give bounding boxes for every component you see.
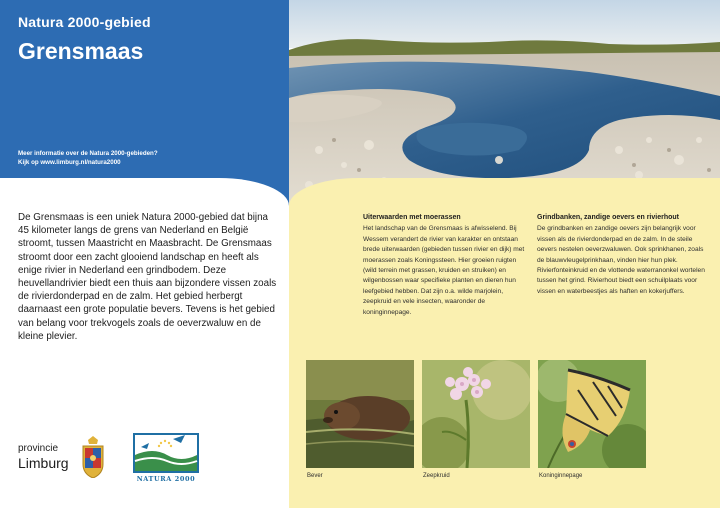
province-name: Limburg — [18, 455, 69, 471]
caption-koninginnepage: Koninginnepage — [539, 473, 583, 479]
section-uiterwaarden — [363, 213, 529, 318]
caption-zeepkruid: Zeepkruid — [423, 473, 450, 479]
section-text: De grindbanken en zandige oevers zijn belangrijk voor vissen als de rivierdonderpad en de zalm. In de steile oevers nestelen oeverzwaluwen. Ook sprinkhanen, zoals de blauwvleugelprinkhaan, vinden hier hun plek. Rivierfonteinkruid en de vlottende waterranonkel wortelen tussen het grind. Rivierhout biedt een schuilplaats voor vissen en waterbeestjes als haften en kokerjuffers. — [537, 225, 705, 295]
more-info-question: Meer informatie over de Natura 2000-gebieden? — [18, 150, 158, 157]
intro-text: De Grensmaas is een uniek Natura 2000-gebied dat bijna 45 kilometer langs de grens van Nederland en België stroomt, tussen Maastricht en Maasbracht. De Grensmaas stroomt door een zacht glooiend landschap en heeft als enige rivier in Nederland een grindbodem. Deze heuvellandrivier biedt een thuis aan bijzondere vissen zoals de rivierdonderpad en de zalm. Het gebied herbergt daarnaast een grote populatie bevers. Tevens is het gebied van belang voor trekvogels zoals de oeverzwaluw en de kleine plevier. — [18, 212, 277, 342]
header-banner — [0, 0, 289, 206]
page-title: Grensmaas — [18, 38, 144, 64]
coat-of-arms-icon — [80, 436, 106, 478]
natura-2000-logo — [133, 433, 199, 483]
caption-bever: Bever — [307, 473, 323, 479]
section-text: Het landschap van de Grensmaas is afwisselend. Bij Wessem verandert de rivier van karakter en ontstaan brede uiterwaarden (gebieden tussen rivier en dijk) met moerassen zoals Koningssteen. Hier groeien ruigten (wild terrein met grassen, kruiden en struiken) en wilgenbossen waar specifieke planten en dieren hun leefgebied hebben. Dat zijn o.a. wilde marjolein, zeepkruid en vele insecten, waaronder de koninginnepage. — [363, 225, 525, 316]
river-landscape-photo — [289, 0, 720, 206]
more-info-link[interactable]: Kijk op www.limburg.nl/natura2000 — [18, 158, 121, 166]
natura-2000-label: NATURA 2000 — [136, 475, 196, 483]
soapwort-photo — [422, 360, 530, 468]
section-heading: Grindbanken, zandige oevers en rivierhout — [537, 214, 679, 221]
swallowtail-photo — [538, 360, 646, 468]
section-heading: Uiterwaarden met moerassen — [363, 214, 461, 221]
more-info — [18, 150, 158, 167]
province-limburg-logo — [18, 443, 69, 471]
province-label: provincie — [18, 443, 59, 454]
header-kicker: Natura 2000-gebied — [18, 14, 151, 30]
beaver-photo — [306, 360, 414, 468]
natura-2000-icon — [133, 433, 199, 473]
section-grindbanken — [537, 213, 707, 297]
